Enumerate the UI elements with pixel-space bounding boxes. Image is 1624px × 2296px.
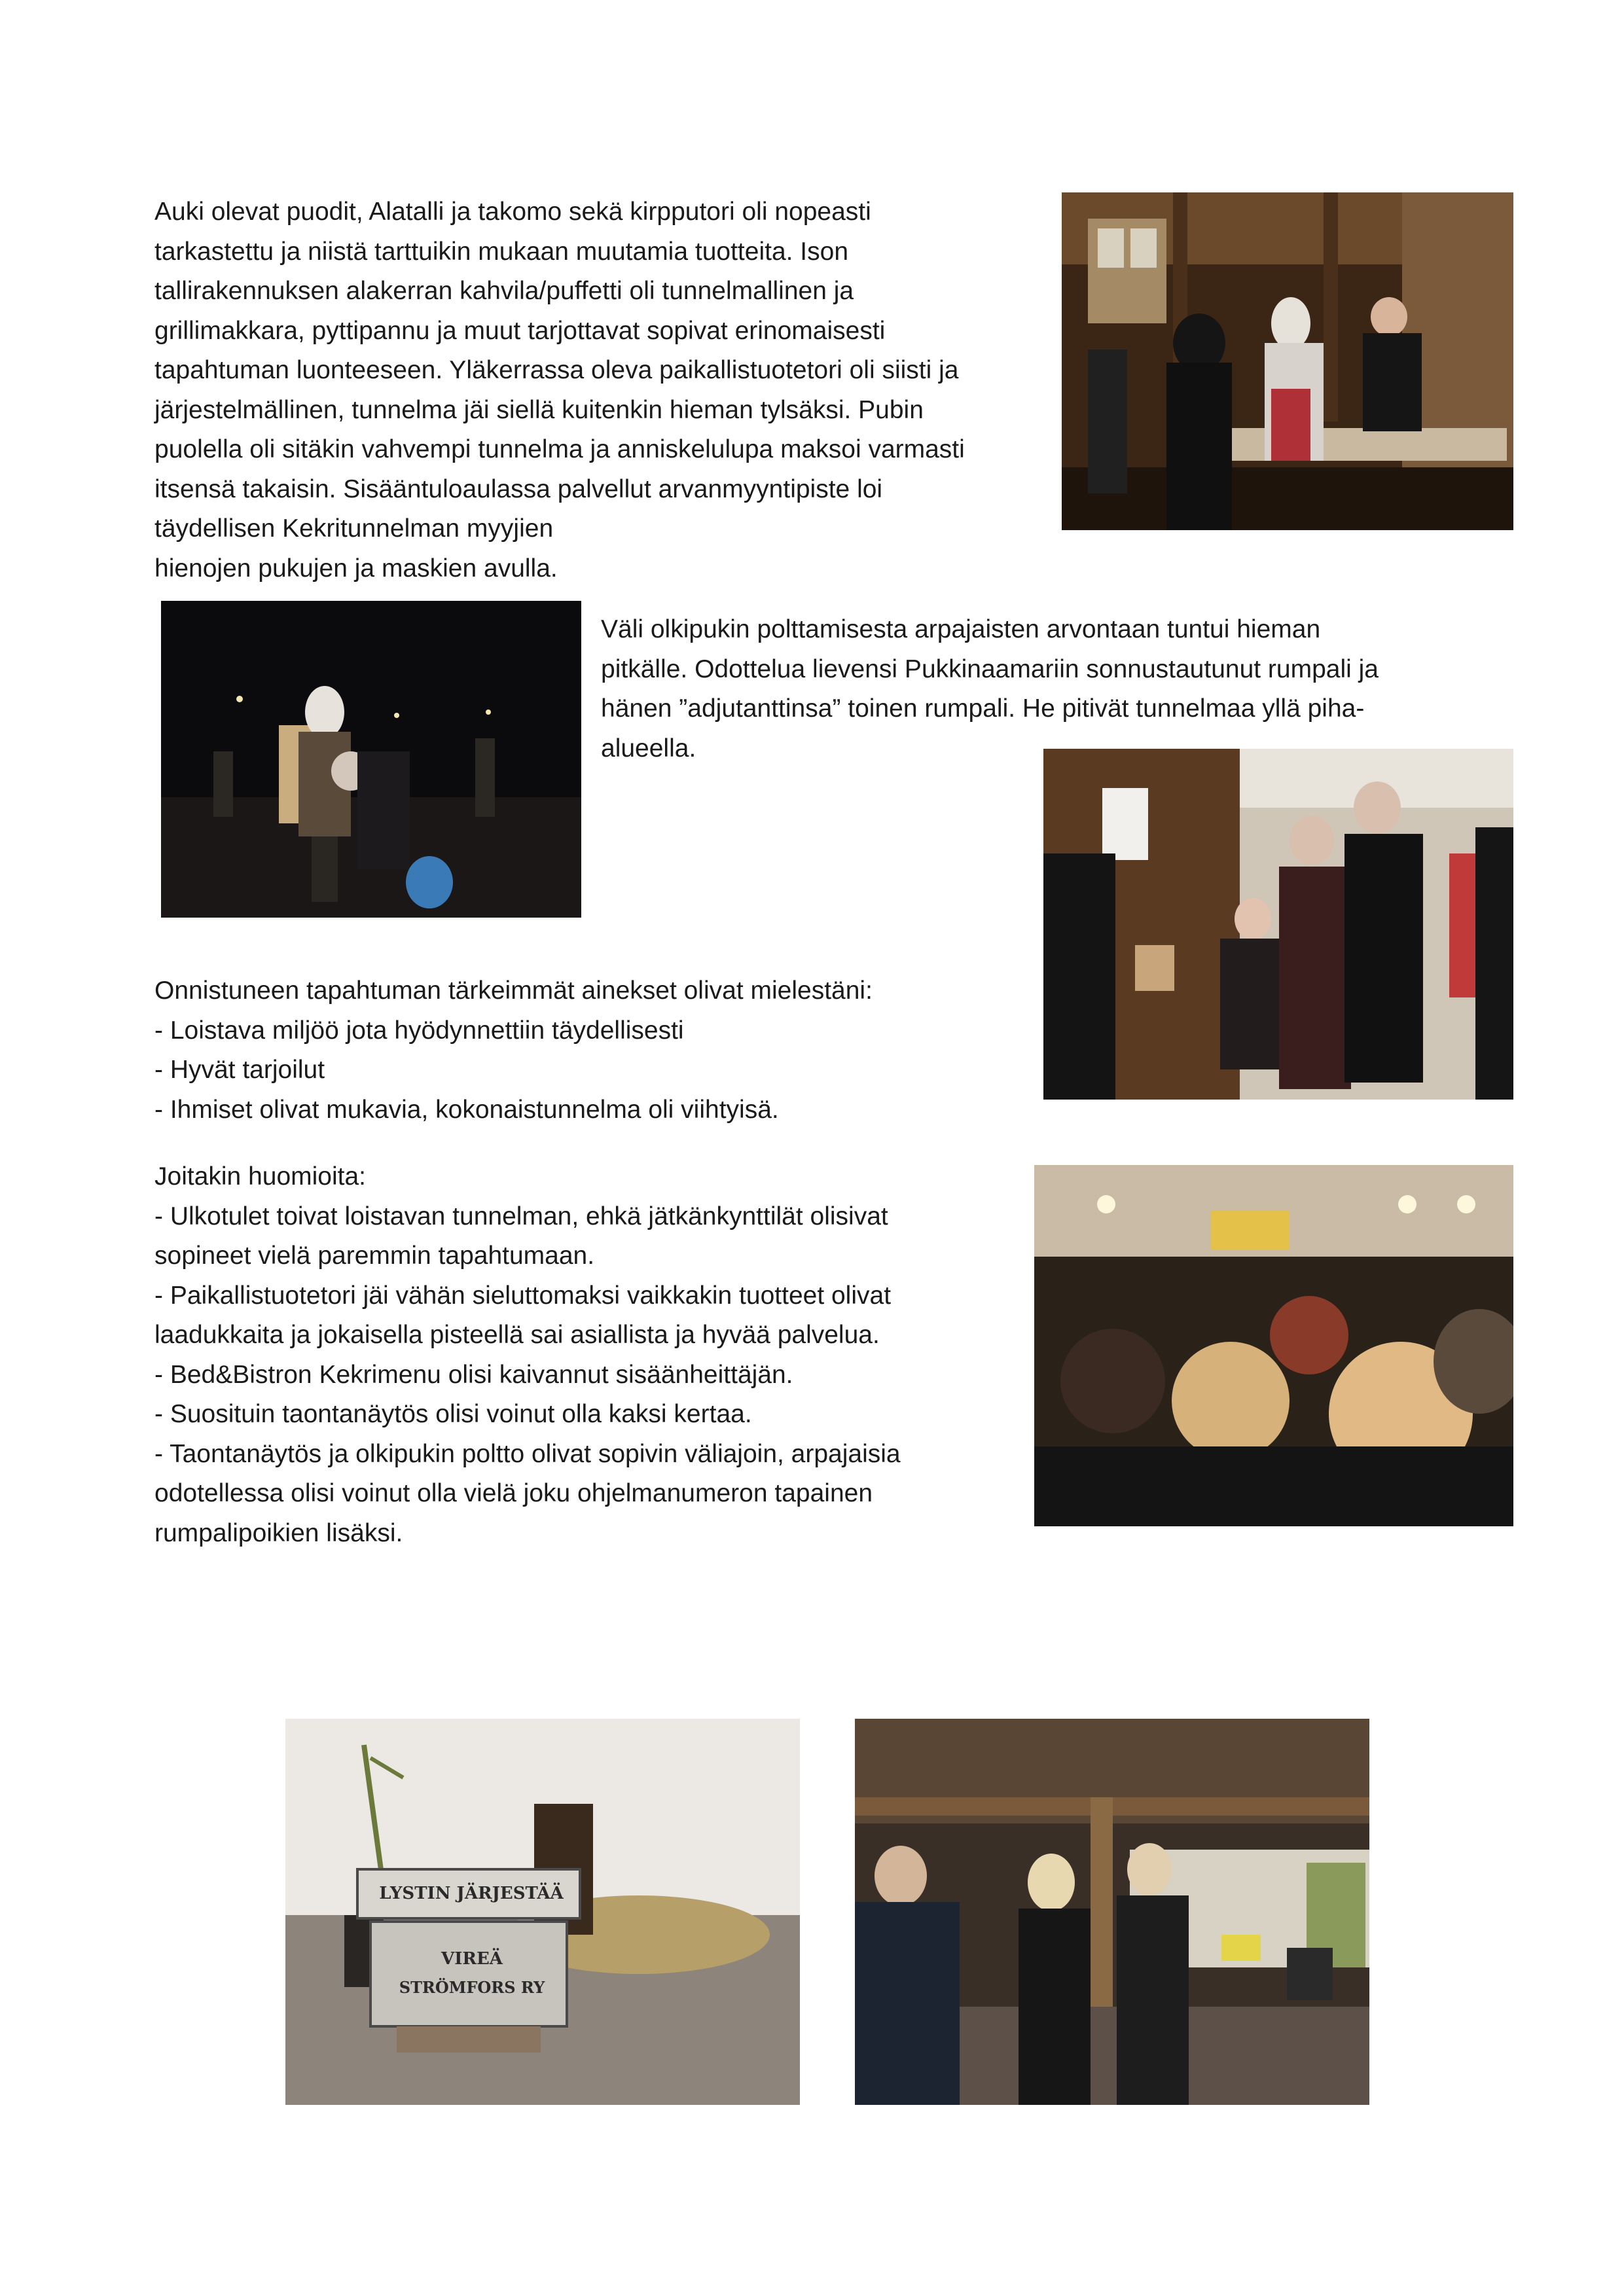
list-item: rumpalipoikien lisäksi. <box>154 1518 403 1547</box>
wait-paragraph <box>601 610 1511 768</box>
list-item: - Hyvät tarjoilut <box>154 1056 325 1084</box>
text-line: hänen ”adjutanttinsa” toinen rumpali. He pitivät tunnelmaa yllä piha- <box>601 694 1365 723</box>
list-item: - Suosituin taontanäytös olisi voinut olla kaksi kertaa. <box>154 1400 752 1428</box>
text-line: alueella. <box>601 734 696 762</box>
notes-heading: Joitakin huomioita: <box>154 1162 367 1191</box>
sign-line-1: LYSTIN JÄRJESTÄÄ <box>379 1884 564 1903</box>
photo-cafe-guests <box>855 1719 1369 2105</box>
photo-costumed-group <box>1043 749 1513 1100</box>
text-line: puolella oli sitäkin vahvempi tunnelma ja anniskelulupa maksoi varmasti <box>154 435 965 463</box>
list-item: - Loistava miljöö jota hyödynnettiin täydellisesti <box>154 1016 684 1045</box>
sign-line-3: STRÖMFORS RY <box>399 1978 545 1997</box>
text-line: tallirakennuksen alakerran kahvila/puffetti oli tunnelmallinen ja <box>154 277 854 305</box>
text-line: täydellisen Kekritunnelman myyjien <box>154 514 554 543</box>
list-item: - Ulkotulet toivat loistavan tunnelman, ehkä jätkänkynttilät olisivat <box>154 1202 888 1230</box>
photo-night-drummers <box>161 601 581 918</box>
notes-list <box>154 1157 1025 1553</box>
photo-crowded-pub <box>1034 1165 1513 1526</box>
text-line: pitkälle. Odottelua lievensi Pukkinaamariin sonnustautunut rumpali ja <box>601 655 1379 683</box>
text-line: tapahtuman luonteeseen. Yläkerrassa oleva paikallistuotetori oli siisti ja <box>154 356 959 384</box>
sign-line-2: VIREÄ <box>441 1949 503 1969</box>
text-line: grillimakkara, pyttipannu ja muut tarjottavat sopivat erinomaisesti <box>154 316 886 345</box>
list-item: - Bed&Bistron Kekrimenu olisi kaivannut sisäänheittäjän. <box>154 1360 793 1389</box>
list-item: odotellessa olisi voinut olla vielä joku ohjelmanumeron tapainen <box>154 1479 873 1507</box>
success-heading: Onnistuneen tapahtuman tärkeimmät ainekset olivat mielestäni: <box>154 977 873 1005</box>
list-item: - Paikallistuotetori jäi vähän sieluttomaksi vaikkakin tuotteet olivat <box>154 1281 892 1310</box>
intro-paragraph <box>154 192 1058 588</box>
success-list <box>154 971 1025 1130</box>
photo-organizer-sign <box>285 1719 800 2105</box>
text-line: järjestelmällinen, tunnelma jäi siellä kuitenkin hieman tylsäksi. Pubin <box>154 395 924 424</box>
text-line: Auki olevat puodit, Alatalli ja takomo sekä kirpputori oli nopeasti <box>154 198 871 226</box>
list-item: laadukkaita ja jokaisella pisteellä sai asiallista ja hyvää palvelua. <box>154 1321 880 1349</box>
list-item: - Taontanäytös ja olkipukin poltto olivat sopivin väliajoin, arpajaisia <box>154 1439 901 1468</box>
text-line: hienojen pukujen ja maskien avulla. <box>154 554 558 583</box>
text-line: itsensä takaisin. Sisääntuloaulassa palvellut arvanmyyntipiste loi <box>154 475 883 503</box>
list-item: - Ihmiset olivat mukavia, kokonaistunnelma oli viihtyisä. <box>154 1095 779 1124</box>
text-line: Väli olkipukin polttamisesta arpajaisten arvontaan tuntui hieman <box>601 615 1321 643</box>
photo-market-stall <box>1062 192 1513 530</box>
list-item: sopineet vielä paremmin tapahtumaan. <box>154 1242 595 1270</box>
text-line: tarkastettu ja niistä tarttuikin mukaan muutamia tuotteita. Ison <box>154 237 849 266</box>
